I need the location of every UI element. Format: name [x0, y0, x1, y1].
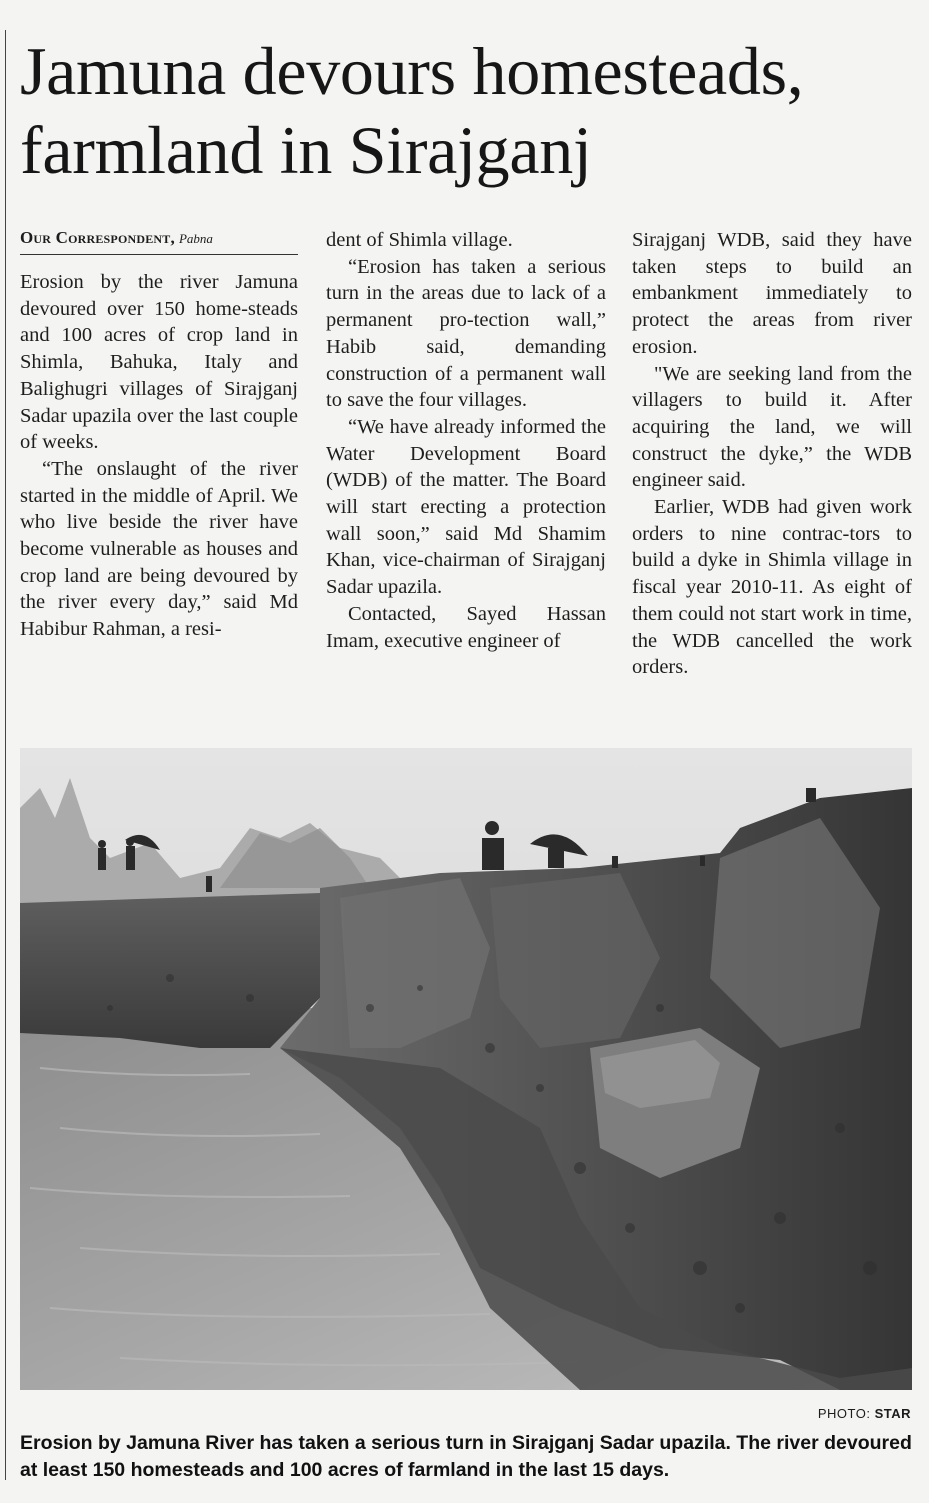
article-column-1 — [20, 269, 298, 643]
byline-place: Pabna — [178, 231, 213, 246]
byline — [20, 228, 298, 255]
paragraph: Sirajganj WDB, said they have taken steps to build an embankment immediately to protect the areas from river erosion. — [632, 229, 912, 358]
article-column-2 — [326, 227, 606, 654]
photo-credit — [818, 1406, 911, 1421]
article-column-3 — [632, 227, 912, 681]
headline: Jamuna devours homesteads, farmland in Sirajganj — [20, 33, 804, 188]
column-rule — [5, 30, 6, 1480]
paragraph: “We have already informed the Water Development Board (WDB) of the matter. The Board will start erecting a protection wall soon,” said Md Shamim Khan, vice-chairman of Sirajganj Sadar upazila. — [326, 415, 606, 599]
photo-credit-source: STAR — [874, 1406, 911, 1421]
paragraph: dent of Shimla village. — [326, 229, 513, 251]
paragraph: Earlier, WDB had given work orders to nine contrac-tors to build a dyke in Shimla village in fiscal year 2010-11. As eight of them could not start work in time, the WDB cancelled the work orders. — [632, 496, 912, 679]
photo-credit-label: PHOTO: — [817, 1406, 871, 1421]
photo-caption: Erosion by Jamuna River has taken a serious turn in Sirajganj Sadar upazila. The river devoured at least 150 homesteads and 100 acres of farmland in the last 15 days. — [20, 1432, 912, 1481]
paragraph: Erosion by the river Jamuna devoured over 150 home-steads and 100 acres of crop land in Shimla, Bahuka, Italy and Balighugri villages of Sirajganj Sadar upazila over the last couple of weeks. — [20, 271, 298, 454]
news-photo — [20, 748, 912, 1390]
paragraph: "We are seeking land from the villagers to build it. After acquiring the land, we will construct the dyke,” the WDB engineer said. — [632, 362, 912, 492]
paragraph: “Erosion has taken a serious turn in the areas due to lack of a permanent pro-tection wall,” Habib said, demanding construction of a permanent wall to save the four villages. — [326, 255, 606, 412]
byline-author: Our Correspondent, — [20, 228, 175, 247]
paragraph: “The onslaught of the river started in the middle of April. We who live beside the river have become vulnerable as houses and crop land are being devoured by the river every day,” said Md Habibur Rahman, a resi- — [20, 457, 298, 641]
paragraph: Contacted, Sayed Hassan Imam, executive engineer of — [326, 602, 606, 652]
